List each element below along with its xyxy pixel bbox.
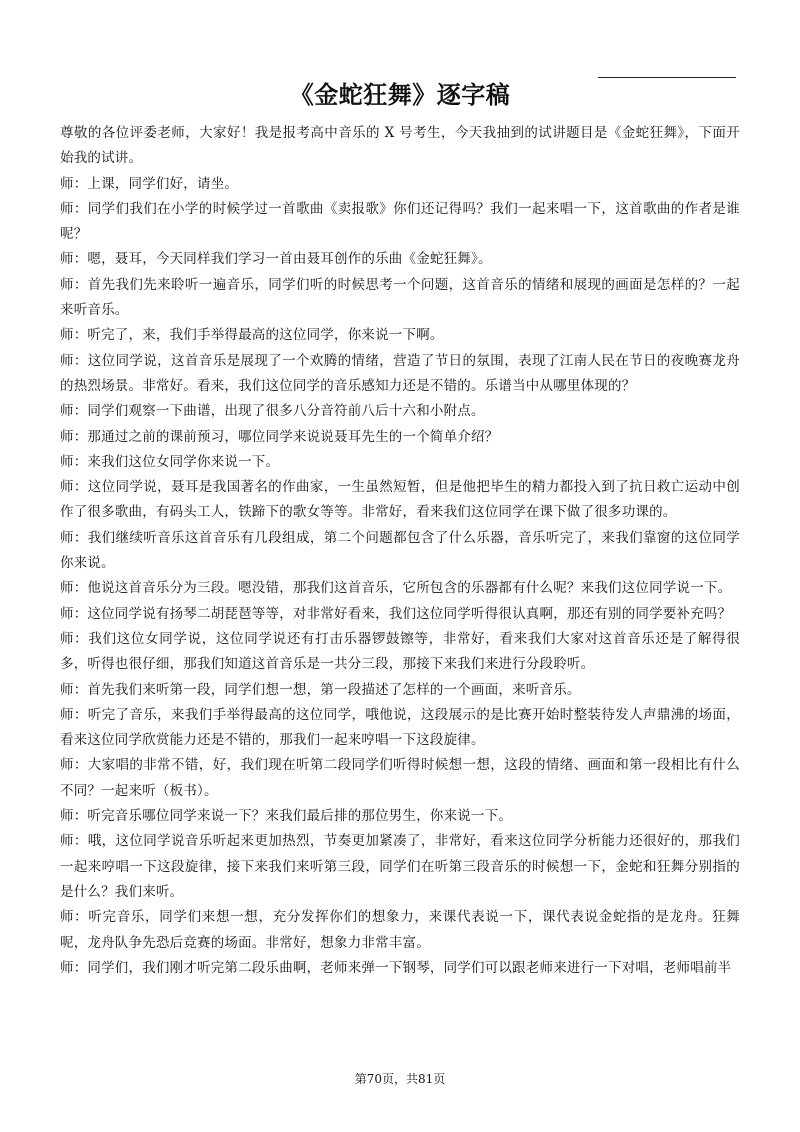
page-title: 《金蛇狂舞》逐字稿 (289, 81, 511, 109)
document-body (60, 121, 740, 981)
dialogue-paragraph: 师：我们这位女同学说，这位同学说还有打击乐器锣鼓镲等，非常好，看来我们大家对这首音乐还是了解得很多，听得也很仔细，那我们知道这首音乐是一共分三段，那接下来我们来进行分段聆听。 (60, 630, 740, 673)
dialogue-paragraph: 师：首先我们先来聆听一遍音乐，同学们听的时候思考一个问题，这首音乐的情绪和展现的画面是怎样的？一起来听音乐。 (60, 276, 740, 319)
intro-paragraph: 尊敬的各位评委老师，大家好！我是报考高中音乐的 X 号考生，今天我抽到的试讲题目是《金蛇狂舞》，下面开始我的试讲。 (60, 125, 740, 167)
dialogue-paragraph: 师：那通过之前的课前预习，哪位同学来说说聂耳先生的一个简单介绍？ (60, 428, 499, 445)
dialogue-paragraph: 师：他说这首音乐分为三段。嗯没错，那我们这首音乐，它所包含的乐器都有什么呢？来我们这位同学说一下。 (60, 580, 732, 597)
dialogue-paragraph: 师：同学们观察一下曲谱，出现了很多八分音符前八后十六和小附点。 (60, 403, 485, 420)
dialogue-paragraph: 师：哦，这位同学说音乐听起来更加热烈，节奏更加紧凑了，非常好，看来这位同学分析能力还很好的，那我们一起来哼唱一下这段旋律，接下来我们来听第三段，同学们在听第三段音乐的时候想一下，金蛇和狂舞分别指的是什么？我们来听。 (60, 833, 740, 900)
dialogue-paragraph: 师：同学们我们在小学的时候学过一首歌曲《卖报歌》你们还记得吗？我们一起来唱一下，这首歌曲的作者是谁呢？ (60, 200, 740, 243)
dialogue-paragraph: 师：这位同学说，这首音乐是展现了一个欢腾的情绪，营造了节日的氛围，表现了江南人民在节日的夜晚赛龙舟的热烈场景。非常好。看来，我们这位同学的音乐感知力还是不错的。乐谱当中从哪里体现的？ (60, 352, 740, 394)
dialogue-paragraph: 师：同学们，我们刚才听完第二段乐曲啊，老师来弹一下钢琴，同学们可以跟老师来进行一下对唱，老师唱前半 (60, 959, 732, 976)
page-number-footer: 第70页，共81页 (354, 1072, 446, 1086)
dialogue-paragraph: 师：这位同学说有扬琴二胡琵琶等等，对非常好看来，我们这位同学听得很认真啊，那还有别的同学要补充吗？ (60, 605, 732, 622)
dialogue-paragraph: 师：听完音乐哪位同学来说一下？来我们最后排的那位男生，你来说一下。 (60, 808, 513, 825)
dialogue-paragraph: 师：首先我们来听第一段，同学们想一想，第一段描述了怎样的一个画面，来听音乐。 (60, 681, 581, 698)
dialogue-paragraph: 师：听完音乐，同学们来想一想，充分发挥你们的想象力，来课代表说一下，课代表说金蛇指的是龙舟。狂舞呢，龙舟队争先恐后竞赛的场面。非常好，想象力非常丰富。 (60, 909, 740, 951)
dialogue-paragraph: 师：这位同学说，聂耳是我国著名的作曲家，一生虽然短暂，但是他把毕生的精力都投入到了抗日救亡运动中创作了很多歌曲，有码头工人，铁蹄下的歌女等等。非常好，看来我们这位同学在课下做了很多功课的。 (60, 479, 740, 521)
dialogue-paragraph: 师：上课，同学们好，请坐。 (60, 175, 239, 192)
dialogue-paragraph: 师：我们继续听音乐这首音乐有几段组成，第二个问题都包含了什么乐器，音乐听完了，来我们靠窗的这位同学你来说。 (60, 529, 740, 572)
dialogue-paragraph: 师：嗯，聂耳，今天同样我们学习一首由聂耳创作的乐曲《金蛇狂舞》。 (60, 251, 492, 268)
dialogue-paragraph: 师：来我们这位女同学你来说一下。 (60, 453, 280, 470)
dialogue-paragraph: 师：大家唱的非常不错，好，我们现在听第二段同学们听得时候想一想，这段的情绪、画面和第一段相比有什么不同？一起来听（板书）。 (60, 757, 740, 799)
dialogue-paragraph: 师：听完了音乐，来我们手举得最高的这位同学，哦他说，这段展示的是比赛开始时整装待发人声鼎沸的场面，看来这位同学欣赏能力还是不错的，那我们一起来哼唱一下这段旋律。 (60, 706, 740, 749)
dialogue-paragraph: 师：听完了，来，我们手举得最高的这位同学，你来说一下啊。 (60, 327, 444, 344)
